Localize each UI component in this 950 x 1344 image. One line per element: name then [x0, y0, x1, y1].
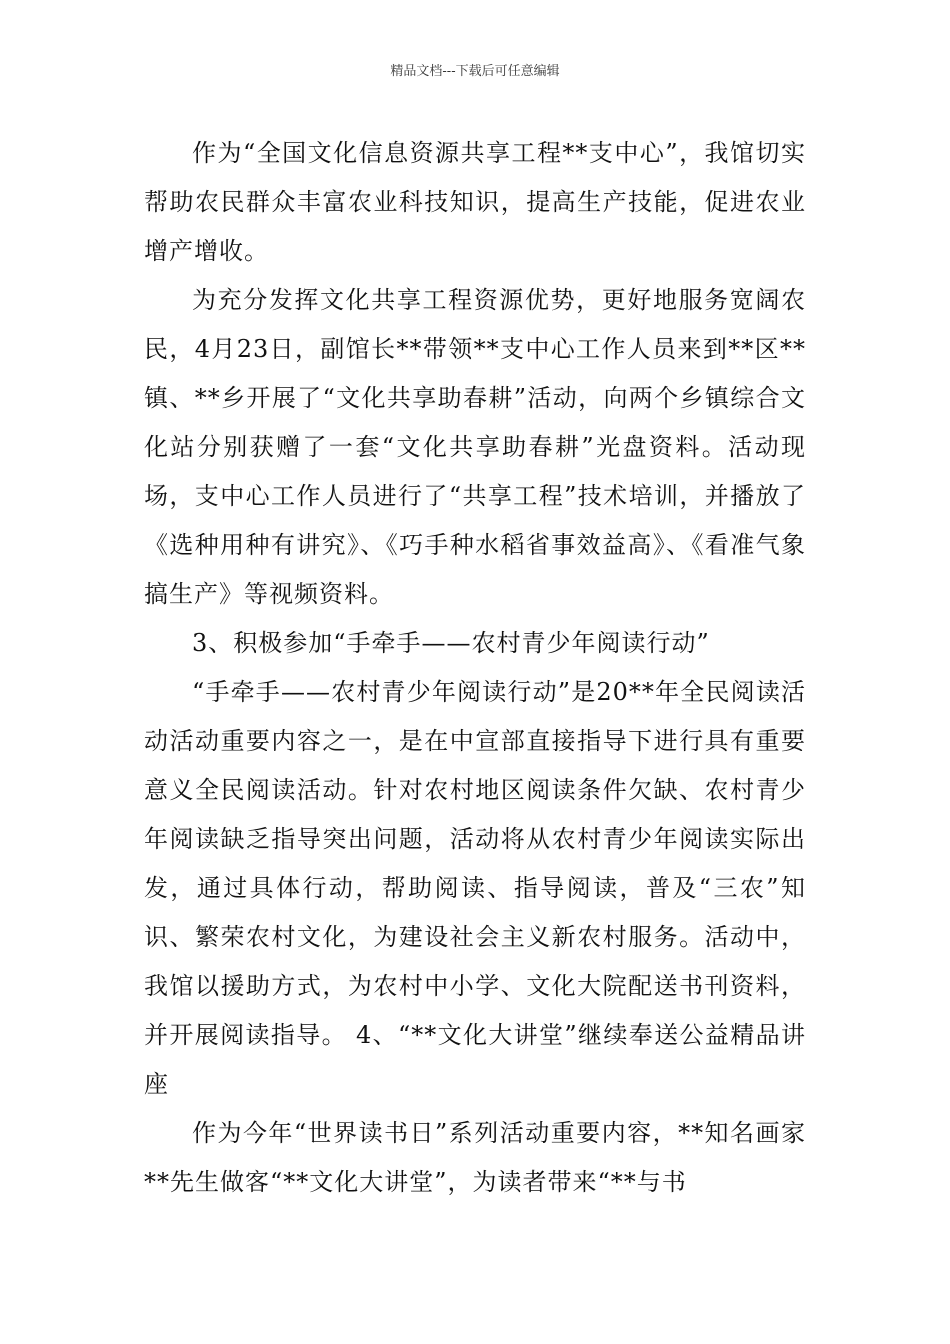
paragraph-reading-action: “手牵手——农村青少年阅读行动”是20**年全民阅读活动活动重要内容之一，是在中宣部直接指导下进行具有重要意义全民阅读活动。针对农村地区阅读条件欠缺、农村青少年阅读缺乏指导突出问题，活动将从农村青少年阅读实际出发，通过具体行动，帮助阅读、指导阅读，普及“三农”知识、繁荣农村文化，为建设社会主义新农村服务。活动中，我馆以援助方式，为农村中小学、文化大院配送书刊资料，并开展阅读指导。 4、“**文化大讲堂”继续奉送公益精品讲座 [144, 678, 806, 1098]
document-body [144, 129, 806, 1207]
paragraph-sharing-center: 作为“全国文化信息资源共享工程**支中心”，我馆切实帮助农民群众丰富农业科技知识，提高生产技能，促进农业增产增收。 [144, 139, 806, 265]
paragraph-world-book-day: 作为今年“世界读书日”系列活动重要内容，**知名画家**先生做客“**文化大讲堂”，为读者带来“**与书 [144, 1119, 806, 1196]
page-header: 精品文档---下载后可任意编辑 [390, 64, 560, 79]
section-heading-reading-action: 3、积极参加“手牵手——农村青少年阅读行动” [192, 629, 710, 657]
paragraph-spring-farming: 为充分发挥文化共享工程资源优势，更好地服务宽阔农民，4月23日，副馆长**带领**支中心工作人员来到**区**镇、**乡开展了“文化共享助春耕”活动，向两个乡镇综合文化站分别获赠了一套“文化共享助春耕”光盘资料。活动现场，支中心工作人员进行了“共享工程”技术培训，并播放了《选种用种有讲究》、《巧手种水稻省事效益高》、《看准气象搞生产》等视频资料。 [144, 286, 806, 608]
